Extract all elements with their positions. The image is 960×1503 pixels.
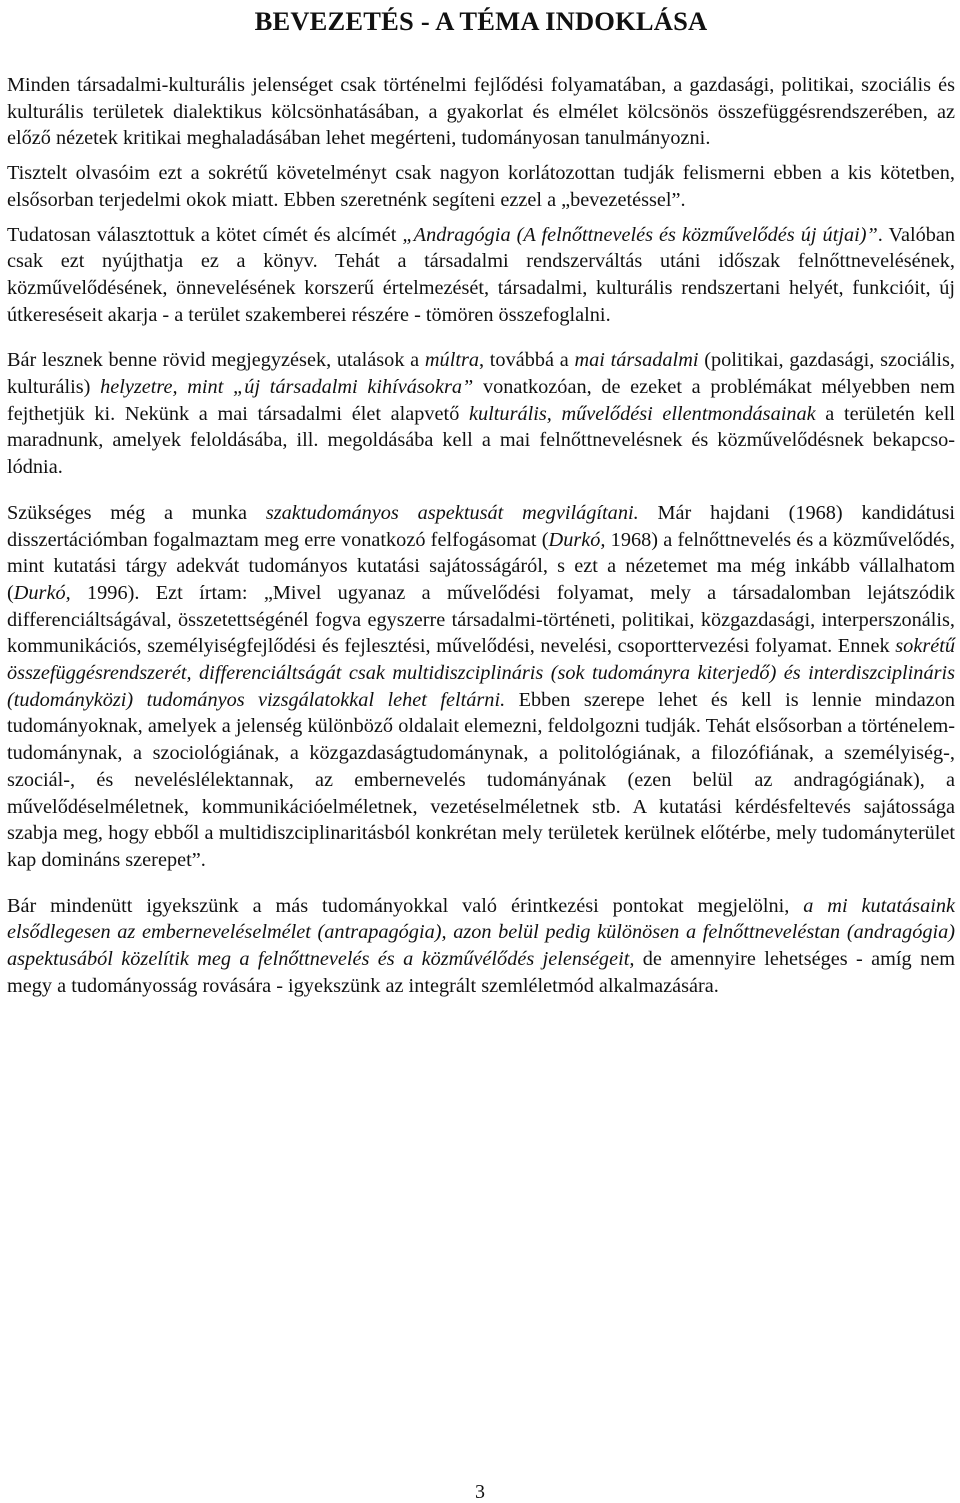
- italic-text-run: kulturális, művelődési ellentmondásainak: [469, 402, 816, 425]
- document-page: [7, 0, 955, 1000]
- italic-text-run: mai társadalmi: [574, 349, 699, 372]
- italic-text-run: Durkó,: [13, 581, 71, 604]
- text-run: Bár mindenütt igyekszünk a más tudományokkal való érintkezési pontokat megjelölni,: [7, 894, 804, 917]
- italic-text-run: sokrétű összefüggésrendszerét, differenciáltságát csak multidiszciplináris (sok tudományra kiterjedő) és interdiszciplináris (tudományközi) tudományos vizsgálatokkal lehet feltárni.: [7, 635, 955, 711]
- paragraph-6: [7, 893, 955, 1000]
- paragraph-5: [7, 500, 955, 874]
- paragraph-1: [7, 72, 955, 152]
- paragraph-4: [7, 347, 955, 481]
- text-run: (politikai, gazdasági, szociális, kulturális): [7, 349, 955, 399]
- page-number: 3: [475, 1481, 485, 1503]
- text-run: Ebben szerepe lehet és kell is lennie mindazon tudományoknak, amelyek a jelenség különböző oldalait elemezni, feldolgozni tudják. Tehát elsősorban a történelemtudománynak, a szociológiának, a közgazdaságtudománynak, a politológiának, a filozófiának, a személyiség-, szociál-, és neveléslélektannak, az embernevelés tudományának (ezen belül az andragógiának), a művelődéselméletnek, kommunikációelméletnek, vezetéselméletnek stb. A kutatási kérdésfeltevés sajátossága szabja meg, hogy ebből a multidiszciplinaritásból konkrétan mely területek kerülnek előtérbe, mely tudományterület kap domináns szerepet”.: [7, 688, 955, 871]
- italic-text-run: „Andragógia (A felnőttnevelés és közművelődés új útjai)”: [402, 223, 878, 246]
- italic-text-run: a mi kutatásaink elsődlegesen az emberneveléselmélet (antrapagógia), azon belül pedig különösen a felnőttneveléstan (andragógia) aspektusából közelítik meg a felnőttnevelés és a közművélődés jelenségeit,: [7, 894, 955, 971]
- text-run: 1996). Ezt írtam: „Mivel ugyanaz a művelődési folyamat, mely a társadalomban lejátszódik differenciáltságával, összetettségénél fogva egyszerre társadalmi-történeti, politikai, közgazdasági, interperszonális, kommunikációs, személyiségfejlődési és fejlesztési, művelődési, nevelési, csoporttervezési folyamat. Ennek: [7, 581, 955, 658]
- italic-text-run: szaktudományos aspektusát megvilágítani.: [265, 501, 639, 524]
- italic-text-run: múltra: [424, 349, 479, 372]
- text-run: Minden társadalmi-kulturális jelenséget csak történelmi fejlődési folyamatában, a gazdasági, politikai, szociális és kulturális területek dialektikus kölcsönhatásában, a gyakorlat és elmélet kölcsönös összefüggésrendszerében, az előző nézetek kritikai meghaladásában lehet megérteni, tudományosan tanulmányozni.: [7, 74, 955, 150]
- text-run: de amennyire lehetséges - amíg nem megy a tudományosság rovására - igyekszünk az integrált szemléletmód alkalmazására.: [7, 948, 955, 997]
- italic-text-run: helyzetre, mint „új társadalmi kihívásokra”: [100, 376, 474, 399]
- paragraph-3: [7, 222, 955, 329]
- text-run: vonatkozóan, de ezeket a problémákat mélyebben nem fejthetjük ki. Nekünk a mai társadalmi élet alapvető: [7, 376, 955, 425]
- italic-text-run: Durkó,: [548, 528, 606, 551]
- paragraph-2: [7, 160, 955, 213]
- text-run: . Valóban csak ezt nyújthatja ez a könyv. Tehát a társadalmi rendszerváltás utáni időszak felnőttnevelésének, közművelődésének, önnevelésének korszerű értelmezését, társadalmi, kulturális rendszertani helyét, funkcióit, új útkereséseit akarja - a terület szakemberei részére - tömören összefoglalni.: [7, 223, 956, 326]
- text-run: Tudatosan választottuk a kötet címét és alcímét: [7, 223, 403, 246]
- text-run: Bár lesznek benne rövid megjegyzések, utalások a: [7, 349, 425, 372]
- text-run: a területén kell maradnunk, amelyek feloldásába, ill. megoldásába kell a mai felnőttnevelésnek és közművelődésnek bekapcsolódnia.: [7, 402, 955, 479]
- text-run: , továbbá a: [479, 349, 575, 372]
- text-run: Már hajdani (1968) kandidátusi disszertációmban fogalmaztam meg erre vonatkozó felfogásomat (: [7, 501, 955, 551]
- text-run: 1968) a felnőttnevelés és a közművelődés, mint kutatási tárgy adekvát tudományos kutatási sajátosságáról, s ezt a nézetemet ma még inkább vállalhatom (: [7, 528, 955, 604]
- text-run: Tisztelt olvasóim ezt a sokrétű követelményt csak nagyon korlátozottan tudják felismerni ebben a kis kötetben, elsősorban terjedelmi okok miatt. Ebben szeretnénk segíteni ezzel a „bevezetéssel”.: [7, 162, 955, 211]
- page-title: BEVEZETÉS - A TÉMA INDOKLÁSA: [254, 6, 708, 36]
- text-run: Szükséges még a munka: [7, 501, 266, 524]
